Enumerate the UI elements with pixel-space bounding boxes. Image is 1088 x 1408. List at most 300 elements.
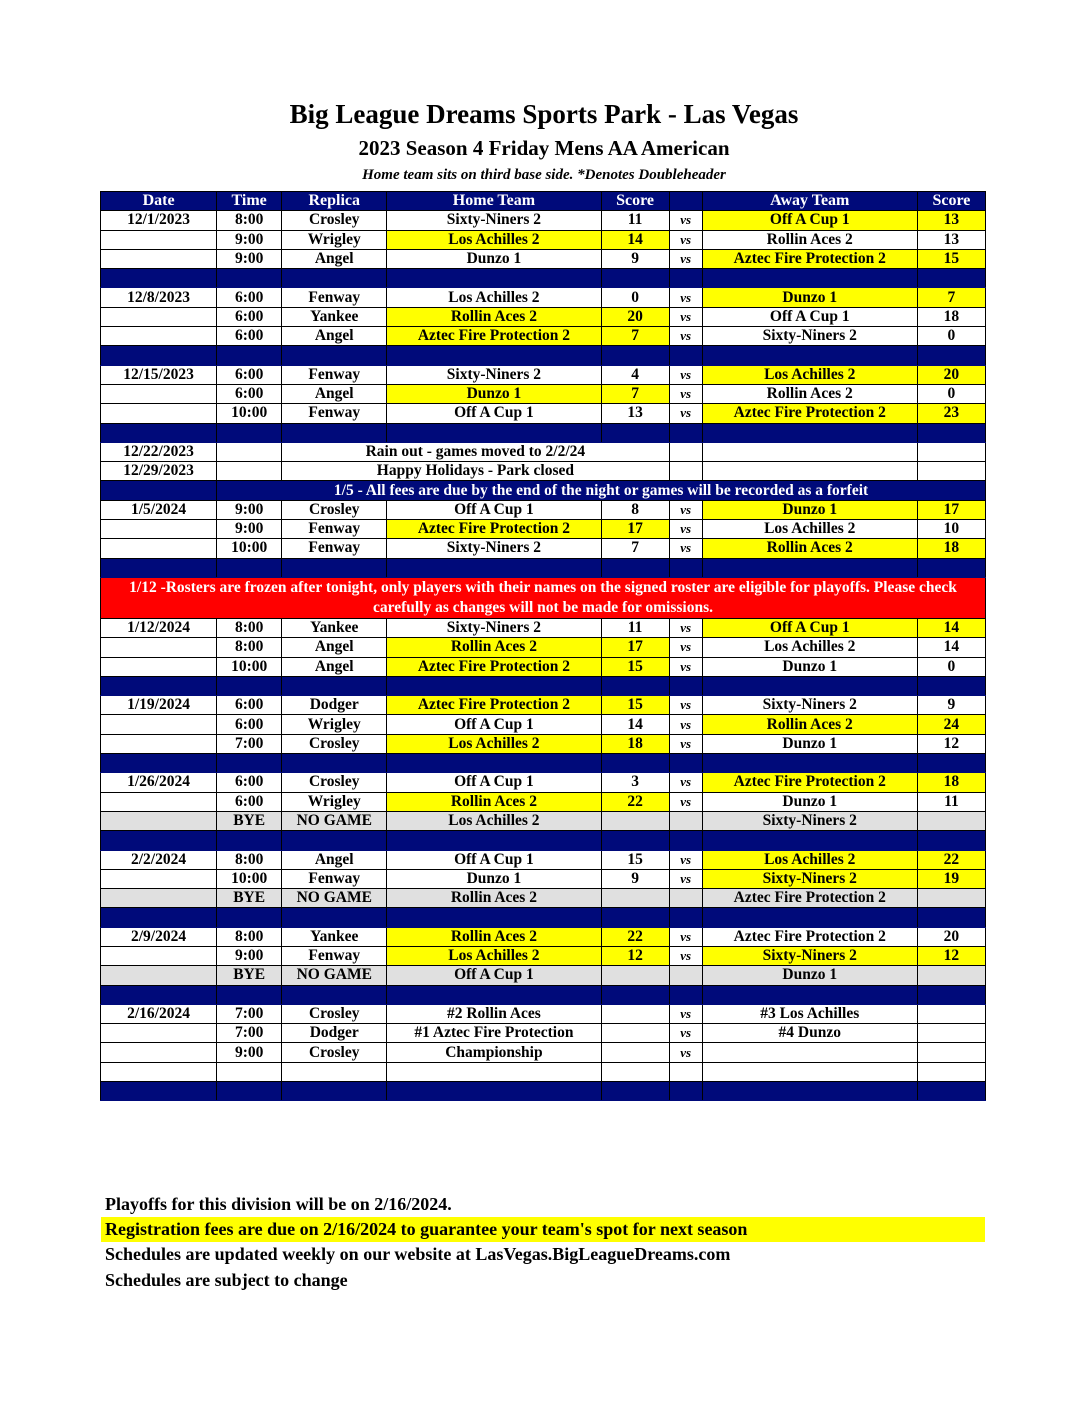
bye-row (101, 889, 986, 908)
date-cell (101, 307, 217, 326)
game-row (101, 792, 986, 811)
replica-cell: Angel (282, 657, 387, 676)
away-score-cell (917, 966, 985, 985)
separator-cell (217, 558, 282, 577)
replica-cell: Wrigley (282, 792, 387, 811)
separator-cell (282, 985, 387, 1004)
home-team-cell: Sixty-Niners 2 (387, 365, 601, 384)
date-cell: 1/5/2024 (101, 500, 217, 519)
home-team-cell: Dunzo 1 (387, 249, 601, 268)
away-score-cell (917, 811, 985, 830)
home-team-cell: Dunzo 1 (387, 869, 601, 888)
time-cell: 8:00 (217, 850, 282, 869)
away-score-cell (917, 1043, 985, 1062)
vs-label: vs (669, 850, 702, 869)
separator-cell (217, 831, 282, 850)
replica-cell: Fenway (282, 520, 387, 539)
away-score-cell: 18 (917, 307, 985, 326)
separator-cell (217, 985, 282, 1004)
week-separator (101, 1082, 986, 1101)
date-cell: 1/12/2024 (101, 618, 217, 637)
note-cell: Rain out - games moved to 2/2/24 (282, 442, 669, 461)
time-cell: 10:00 (217, 404, 282, 423)
vs-label: vs (669, 927, 702, 946)
time-cell: BYE (217, 889, 282, 908)
separator-cell (101, 558, 217, 577)
home-team-cell: Off A Cup 1 (387, 500, 601, 519)
separator-cell (387, 908, 601, 927)
time-cell: 6:00 (217, 696, 282, 715)
home-score-cell: 20 (601, 307, 669, 326)
announcement-text: 1/5 - All fees are due by the end of the night or games will be recorded as a forfeit (217, 481, 986, 500)
home-score-cell: 8 (601, 500, 669, 519)
separator-cell (702, 558, 917, 577)
separator-cell (217, 754, 282, 773)
time-cell: 7:00 (217, 1004, 282, 1023)
home-score-cell (601, 811, 669, 830)
away-team-cell: #3 Los Achilles (702, 1004, 917, 1023)
home-score-cell: 7 (601, 539, 669, 558)
replica-cell: Wrigley (282, 715, 387, 734)
separator-cell (917, 754, 985, 773)
away-team-cell: Sixty-Niners 2 (702, 811, 917, 830)
away-score-cell: 17 (917, 500, 985, 519)
away-team-cell: Dunzo 1 (702, 500, 917, 519)
time-cell: 6:00 (217, 384, 282, 403)
time-cell: 8:00 (217, 638, 282, 657)
bye-row (101, 966, 986, 985)
separator-cell (669, 558, 702, 577)
away-team-cell: Los Achilles 2 (702, 850, 917, 869)
time-cell: 9:00 (217, 500, 282, 519)
away-team-cell: Aztec Fire Protection 2 (702, 927, 917, 946)
separator-cell (669, 754, 702, 773)
away-team-cell: Rollin Aces 2 (702, 230, 917, 249)
time-cell: 9:00 (217, 946, 282, 965)
away-team-cell: Dunzo 1 (702, 792, 917, 811)
replica-cell: Yankee (282, 307, 387, 326)
game-row (101, 734, 986, 753)
replica-cell: Crosley (282, 500, 387, 519)
home-score-cell: 17 (601, 638, 669, 657)
score-cell (917, 442, 985, 461)
away-score-cell (917, 889, 985, 908)
vs-label: vs (669, 211, 702, 230)
separator-cell (601, 346, 669, 365)
separator-cell (282, 558, 387, 577)
date-cell (101, 946, 217, 965)
replica-cell: Angel (282, 850, 387, 869)
column-header-home-score: Score (601, 192, 669, 211)
replica-cell: Dodger (282, 1024, 387, 1043)
time-cell: 7:00 (217, 1024, 282, 1043)
date-cell (101, 1043, 217, 1062)
empty-cell (282, 1062, 387, 1081)
empty-cell (101, 1062, 217, 1081)
vs-label: vs (669, 1024, 702, 1043)
date-cell (101, 792, 217, 811)
separator-cell (917, 423, 985, 442)
game-row (101, 1004, 986, 1023)
home-team-cell: Championship (387, 1043, 601, 1062)
separator-cell (917, 558, 985, 577)
away-score-cell: 18 (917, 539, 985, 558)
home-score-cell (601, 1004, 669, 1023)
separator-cell (282, 346, 387, 365)
away-score-cell: 15 (917, 249, 985, 268)
separator-cell (601, 831, 669, 850)
replica-cell: NO GAME (282, 966, 387, 985)
time-cell: 6:00 (217, 792, 282, 811)
away-score-cell: 24 (917, 715, 985, 734)
vs-label: vs (669, 715, 702, 734)
time-cell: BYE (217, 811, 282, 830)
week-separator (101, 676, 986, 695)
separator-cell (601, 908, 669, 927)
replica-cell: Crosley (282, 734, 387, 753)
home-team-cell: Rollin Aces 2 (387, 307, 601, 326)
home-team-cell: Aztec Fire Protection 2 (387, 657, 601, 676)
time-cell: 8:00 (217, 618, 282, 637)
separator-cell (669, 1082, 702, 1101)
replica-cell: Fenway (282, 946, 387, 965)
date-cell: 2/2/2024 (101, 850, 217, 869)
away-score-cell: 20 (917, 365, 985, 384)
game-row (101, 1043, 986, 1062)
week-separator (101, 831, 986, 850)
away-score-cell: 0 (917, 384, 985, 403)
time-cell: 8:00 (217, 211, 282, 230)
date-cell (101, 869, 217, 888)
game-row (101, 638, 986, 657)
roster-alert-text: 1/12 -Rosters are frozen after tonight, only players with their names on the signed roster are eligible for playoffs. Please check carefully as changes will not be made for omissions. (101, 577, 986, 618)
empty-cell (702, 1062, 917, 1081)
roster-alert-row (101, 577, 986, 618)
away-team-cell: #4 Dunzo (702, 1024, 917, 1043)
page-note: Home team sits on third base side. *Denotes Doubleheader (362, 167, 726, 183)
date-cell: 12/22/2023 (101, 442, 217, 461)
replica-cell: Yankee (282, 618, 387, 637)
away-score-cell: 9 (917, 696, 985, 715)
time-cell (217, 462, 282, 481)
replica-cell: Dodger (282, 696, 387, 715)
away-team-cell: Dunzo 1 (702, 657, 917, 676)
game-row (101, 327, 986, 346)
separator-cell (702, 831, 917, 850)
column-header-date: Date (101, 192, 217, 211)
separator-cell (601, 676, 669, 695)
separator-cell (101, 908, 217, 927)
separator-cell (101, 985, 217, 1004)
date-cell: 12/1/2023 (101, 211, 217, 230)
separator-cell (217, 908, 282, 927)
date-cell (101, 734, 217, 753)
vs-label: vs (669, 539, 702, 558)
away-team-cell: Aztec Fire Protection 2 (702, 889, 917, 908)
home-team-cell: Sixty-Niners 2 (387, 539, 601, 558)
home-score-cell (601, 1043, 669, 1062)
home-team-cell: Rollin Aces 2 (387, 792, 601, 811)
away-cell (702, 462, 917, 481)
separator-cell (101, 346, 217, 365)
date-cell: 2/16/2024 (101, 1004, 217, 1023)
away-team-cell: Rollin Aces 2 (702, 715, 917, 734)
away-team-cell: Rollin Aces 2 (702, 539, 917, 558)
separator-cell (702, 985, 917, 1004)
game-row (101, 869, 986, 888)
separator-cell (282, 423, 387, 442)
time-cell: 6:00 (217, 715, 282, 734)
time-cell: 10:00 (217, 539, 282, 558)
home-team-cell: Off A Cup 1 (387, 715, 601, 734)
date-cell: 12/29/2023 (101, 462, 217, 481)
home-score-cell: 12 (601, 946, 669, 965)
date-cell (101, 1024, 217, 1043)
vs-label: vs (669, 638, 702, 657)
home-score-cell: 9 (601, 249, 669, 268)
footer-website: Schedules are updated weekly on our website at LasVegas.BigLeagueDreams.com (105, 1244, 731, 1264)
page-title: Big League Dreams Sports Park - Las Vegas (289, 99, 799, 129)
game-row (101, 773, 986, 792)
separator-cell (702, 676, 917, 695)
game-row (101, 696, 986, 715)
time-cell: 10:00 (217, 657, 282, 676)
replica-cell: Yankee (282, 927, 387, 946)
separator-cell (669, 908, 702, 927)
time-cell: BYE (217, 966, 282, 985)
separator-cell (217, 1082, 282, 1101)
separator-cell (702, 269, 917, 288)
home-score-cell: 15 (601, 657, 669, 676)
replica-cell: Angel (282, 638, 387, 657)
empty-row (101, 1062, 986, 1081)
home-team-cell: Aztec Fire Protection 2 (387, 696, 601, 715)
replica-cell: Wrigley (282, 230, 387, 249)
away-team-cell: Sixty-Niners 2 (702, 946, 917, 965)
vs-label (669, 889, 702, 908)
table-header (101, 192, 986, 211)
separator-cell (101, 831, 217, 850)
home-team-cell: Sixty-Niners 2 (387, 211, 601, 230)
home-score-cell: 3 (601, 773, 669, 792)
home-team-cell: Off A Cup 1 (387, 404, 601, 423)
home-score-cell (601, 966, 669, 985)
home-team-cell: Off A Cup 1 (387, 966, 601, 985)
replica-cell: Angel (282, 384, 387, 403)
separator-cell (669, 346, 702, 365)
date-cell (101, 327, 217, 346)
separator-cell (601, 1082, 669, 1101)
away-score-cell (917, 1024, 985, 1043)
date-cell: 12/8/2023 (101, 288, 217, 307)
home-team-cell: Rollin Aces 2 (387, 889, 601, 908)
separator-cell (217, 346, 282, 365)
date-cell (101, 889, 217, 908)
empty-cell (917, 1062, 985, 1081)
vs-cell (669, 462, 702, 481)
away-score-cell: 11 (917, 792, 985, 811)
separator-cell (217, 269, 282, 288)
time-cell: 10:00 (217, 869, 282, 888)
separator-cell (101, 754, 217, 773)
separator-cell (387, 754, 601, 773)
away-score-cell: 12 (917, 734, 985, 753)
replica-cell: NO GAME (282, 811, 387, 830)
away-score-cell: 14 (917, 638, 985, 657)
vs-label: vs (669, 657, 702, 676)
separator-cell (702, 908, 917, 927)
home-team-cell: Aztec Fire Protection 2 (387, 327, 601, 346)
vs-label: vs (669, 288, 702, 307)
separator-cell (601, 985, 669, 1004)
replica-cell: Fenway (282, 288, 387, 307)
away-score-cell: 10 (917, 520, 985, 539)
date-cell (101, 404, 217, 423)
home-score-cell: 7 (601, 384, 669, 403)
date-cell (101, 966, 217, 985)
home-score-cell: 18 (601, 734, 669, 753)
time-cell: 9:00 (217, 249, 282, 268)
home-team-cell: #2 Rollin Aces (387, 1004, 601, 1023)
away-score-cell: 14 (917, 618, 985, 637)
away-team-cell: Los Achilles 2 (702, 638, 917, 657)
separator-cell (217, 676, 282, 695)
away-score-cell: 13 (917, 211, 985, 230)
replica-cell: Fenway (282, 869, 387, 888)
home-score-cell: 22 (601, 927, 669, 946)
away-team-cell: Dunzo 1 (702, 288, 917, 307)
replica-cell: Crosley (282, 1043, 387, 1062)
game-row (101, 618, 986, 637)
footer-subject-to-change: Schedules are subject to change (105, 1270, 348, 1290)
separator-cell (669, 985, 702, 1004)
game-row (101, 946, 986, 965)
separator-cell (917, 1082, 985, 1101)
week-separator (101, 754, 986, 773)
separator-cell (601, 558, 669, 577)
replica-cell: Fenway (282, 539, 387, 558)
date-cell (101, 638, 217, 657)
separator-cell (282, 754, 387, 773)
separator-cell (101, 481, 217, 500)
game-row (101, 230, 986, 249)
away-cell (702, 442, 917, 461)
time-cell: 6:00 (217, 365, 282, 384)
away-score-cell (917, 1004, 985, 1023)
away-team-cell: Los Achilles 2 (702, 365, 917, 384)
note-row (101, 442, 986, 461)
away-team-cell: Los Achilles 2 (702, 520, 917, 539)
separator-cell (282, 831, 387, 850)
replica-cell: Angel (282, 249, 387, 268)
home-score-cell: 11 (601, 211, 669, 230)
home-team-cell: Dunzo 1 (387, 384, 601, 403)
separator-cell (387, 346, 601, 365)
separator-cell (917, 831, 985, 850)
separator-cell (387, 269, 601, 288)
separator-cell (387, 985, 601, 1004)
home-team-cell: Los Achilles 2 (387, 811, 601, 830)
week-separator (101, 269, 986, 288)
away-score-cell: 0 (917, 657, 985, 676)
home-score-cell: 13 (601, 404, 669, 423)
separator-cell (101, 676, 217, 695)
home-team-cell: Off A Cup 1 (387, 850, 601, 869)
column-header-replica: Replica (282, 192, 387, 211)
away-score-cell: 20 (917, 927, 985, 946)
separator-cell (917, 676, 985, 695)
separator-cell (282, 676, 387, 695)
game-row (101, 657, 986, 676)
away-team-cell: Dunzo 1 (702, 734, 917, 753)
game-row (101, 1024, 986, 1043)
game-row (101, 211, 986, 230)
separator-cell (387, 831, 601, 850)
home-team-cell: Sixty-Niners 2 (387, 618, 601, 637)
vs-label: vs (669, 792, 702, 811)
time-cell: 9:00 (217, 1043, 282, 1062)
vs-label: vs (669, 404, 702, 423)
separator-cell (101, 1082, 217, 1101)
replica-cell: Angel (282, 327, 387, 346)
vs-label: vs (669, 1043, 702, 1062)
vs-label: vs (669, 1004, 702, 1023)
home-team-cell: Off A Cup 1 (387, 773, 601, 792)
separator-cell (282, 269, 387, 288)
away-team-cell: Sixty-Niners 2 (702, 696, 917, 715)
away-team-cell (702, 1043, 917, 1062)
away-score-cell: 23 (917, 404, 985, 423)
note-row (101, 462, 986, 481)
vs-label: vs (669, 230, 702, 249)
time-cell: 9:00 (217, 520, 282, 539)
away-team-cell: Dunzo 1 (702, 966, 917, 985)
time-cell: 6:00 (217, 773, 282, 792)
replica-cell: Fenway (282, 365, 387, 384)
separator-cell (101, 269, 217, 288)
replica-cell: Fenway (282, 404, 387, 423)
away-score-cell: 13 (917, 230, 985, 249)
home-team-cell: Los Achilles 2 (387, 288, 601, 307)
column-header-away-team: Away Team (702, 192, 917, 211)
separator-cell (601, 754, 669, 773)
game-row (101, 500, 986, 519)
week-separator (101, 346, 986, 365)
home-score-cell: 22 (601, 792, 669, 811)
home-score-cell: 14 (601, 715, 669, 734)
vs-label: vs (669, 249, 702, 268)
game-row (101, 850, 986, 869)
home-team-cell: Los Achilles 2 (387, 734, 601, 753)
away-score-cell: 7 (917, 288, 985, 307)
time-cell: 6:00 (217, 327, 282, 346)
separator-cell (387, 676, 601, 695)
home-score-cell: 11 (601, 618, 669, 637)
home-team-cell: Rollin Aces 2 (387, 638, 601, 657)
schedule-table (100, 191, 986, 1101)
date-cell (101, 539, 217, 558)
date-cell (101, 811, 217, 830)
separator-cell (101, 423, 217, 442)
game-row (101, 927, 986, 946)
separator-cell (702, 346, 917, 365)
separator-cell (917, 269, 985, 288)
game-row (101, 520, 986, 539)
footer-registration: Registration fees are due on 2/16/2024 to guarantee your team's spot for next season (101, 1217, 985, 1242)
game-row (101, 365, 986, 384)
home-score-cell: 7 (601, 327, 669, 346)
home-score-cell: 9 (601, 869, 669, 888)
